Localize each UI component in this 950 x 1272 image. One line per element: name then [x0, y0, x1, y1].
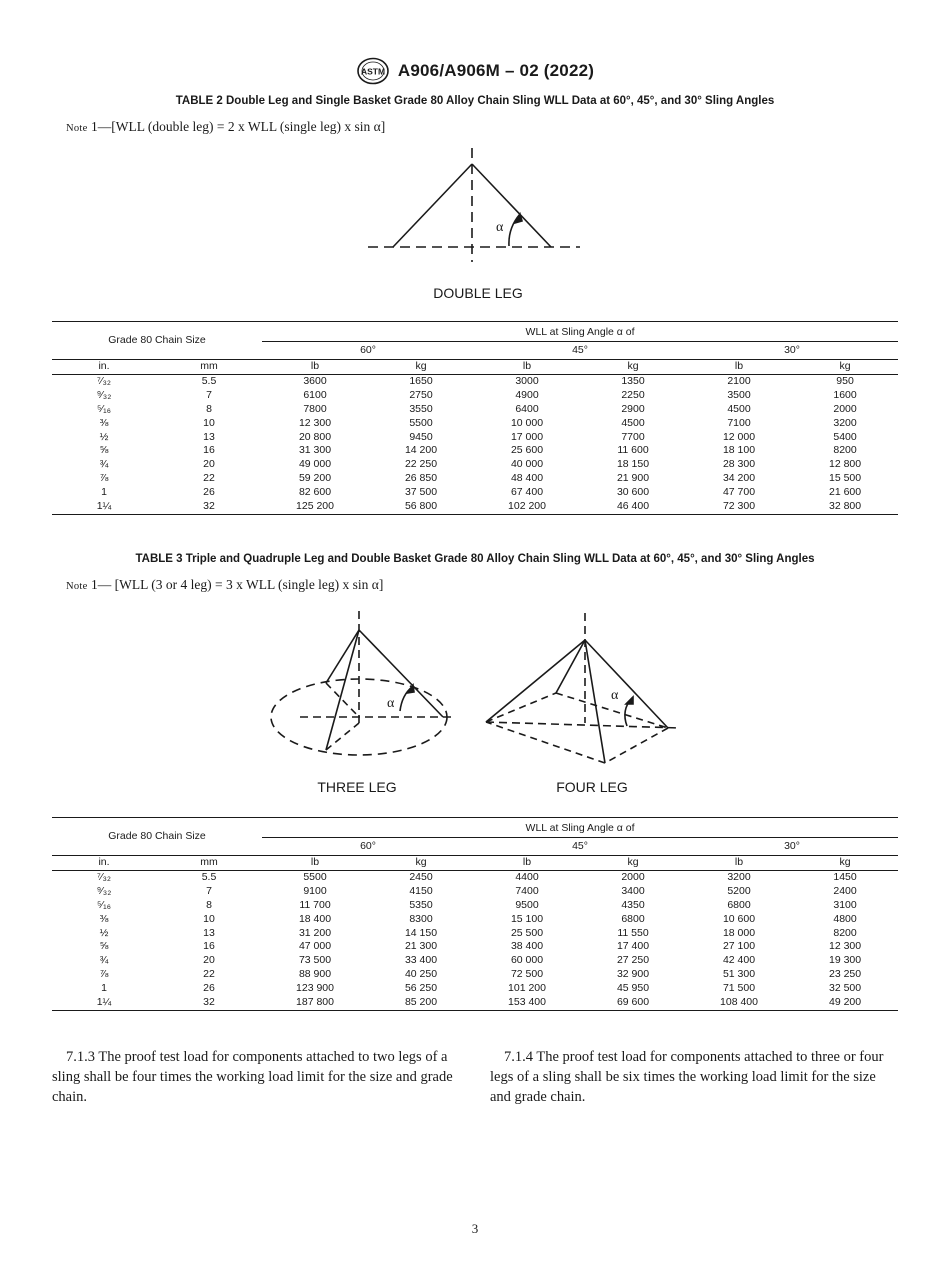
table-cell: 32 [156, 996, 262, 1010]
table-cell: 46 400 [580, 500, 686, 514]
units-row [52, 360, 898, 375]
table-cell: 2100 [727, 374, 751, 387]
paragraph-7-1-3: 7.1.3 The proof test load for components attached to two legs of a sling shall be four times the working load limit for the size and grade chain. [52, 1049, 453, 1105]
three-leg-leg-front [326, 630, 359, 750]
table-cell: ½ [99, 926, 109, 939]
right-leg [472, 164, 551, 247]
table2 [52, 321, 898, 515]
unit-header: lb [262, 360, 368, 375]
table-cell: 13 [203, 430, 215, 443]
unit-header: lb [474, 360, 580, 375]
table-cell: 5.5 [201, 374, 217, 387]
table-row [52, 927, 898, 941]
table-cell: 9450 [409, 430, 433, 443]
table-cell: 8200 [833, 444, 857, 457]
table-cell: 20 800 [298, 430, 332, 443]
table-row [52, 486, 898, 500]
table-cell: 7700 [621, 430, 645, 443]
table-cell: 1 [101, 486, 107, 499]
table-cell: 10 600 [722, 912, 756, 925]
table-cell: 56 250 [404, 982, 438, 995]
table-cell: 85 200 [368, 996, 474, 1010]
table-cell: 4400 [515, 870, 539, 883]
table-cell: 20 [203, 954, 215, 967]
table-cell: 7100 [727, 416, 751, 429]
table-cell: 32 800 [792, 500, 898, 514]
table2-note [66, 119, 385, 135]
table-cell: 71 500 [722, 982, 756, 995]
table-cell: 15 100 [510, 912, 544, 925]
table-cell: 23 250 [828, 968, 862, 981]
table-cell: 38 400 [510, 940, 544, 953]
four-leg-label: FOUR LEG [556, 779, 628, 795]
angle-30: 30° [686, 838, 898, 856]
table-row [52, 417, 898, 431]
multi-leg-diagram [260, 605, 700, 805]
unit-header: kg [368, 856, 474, 871]
table-cell: 37 500 [404, 486, 438, 499]
table-cell: 11 600 [617, 444, 649, 457]
table-row [52, 431, 898, 445]
table-row [52, 444, 898, 458]
unit-header: kg [580, 360, 686, 375]
four-leg-alpha: α [611, 688, 619, 703]
table-cell: 56 800 [368, 500, 474, 514]
table-cell: 4350 [621, 898, 645, 911]
table-row [52, 982, 898, 996]
table-cell: 25 500 [510, 926, 544, 939]
table-cell: 32 900 [616, 968, 650, 981]
table-cell: 9100 [303, 884, 327, 897]
angle-45: 45° [474, 838, 686, 856]
units-row [52, 856, 898, 871]
table-cell: 4150 [409, 884, 433, 897]
table-cell: 3600 [303, 374, 327, 387]
table2-body [52, 374, 898, 514]
alpha-label: α [496, 220, 504, 235]
table-cell: 26 850 [404, 472, 438, 485]
table-cell: 47 000 [298, 940, 332, 953]
table-cell: 7800 [303, 402, 327, 415]
table-cell: ⅝ [99, 444, 109, 457]
table-cell: 12 000 [722, 430, 756, 443]
three-leg-leg-back [326, 630, 359, 683]
table-cell: 31 300 [298, 444, 332, 457]
table-cell: ⅜ [99, 416, 109, 429]
table-cell: 48 400 [510, 472, 544, 485]
table-cell: ⁹⁄₃₂ [96, 388, 112, 401]
table-cell: ⁷⁄₃₂ [97, 870, 111, 883]
table-cell: 1350 [621, 374, 645, 387]
unit-header: kg [792, 856, 898, 871]
astm-logo [356, 57, 390, 85]
table-cell: ⅞ [99, 968, 109, 981]
table-cell: 5200 [727, 884, 751, 897]
table-cell: 11 550 [617, 926, 649, 939]
table-cell: 12 800 [828, 458, 862, 471]
table-cell: 40 250 [404, 968, 438, 981]
angle-header: WLL at Sling Angle α of [262, 818, 898, 838]
unit-header: in. [52, 360, 156, 375]
table-cell: 15 500 [828, 472, 862, 485]
table-cell: 18 000 [722, 926, 756, 939]
table-cell: ¾ [99, 954, 109, 967]
table-cell: ½ [99, 430, 109, 443]
three-leg-alpha: α [387, 696, 395, 711]
table-cell: 18 150 [616, 458, 650, 471]
table-cell: 51 300 [722, 968, 756, 981]
table2-note-text: 1—[WLL (double leg) = 2 x WLL (single leg) x sin α] [87, 119, 386, 134]
table-cell: 14 150 [404, 926, 438, 939]
unit-header: kg [580, 856, 686, 871]
size-header: Grade 80 Chain Size [52, 322, 262, 360]
table-cell: 4500 [727, 402, 751, 415]
table-cell: 123 900 [296, 982, 334, 995]
table-cell: 950 [836, 374, 854, 387]
table-cell: 6800 [727, 898, 751, 911]
four-leg-leg-left [486, 640, 585, 722]
angle-45: 45° [474, 342, 686, 360]
table-cell: 10 [203, 912, 215, 925]
table-cell: 7 [206, 884, 212, 897]
table-cell: 60 000 [510, 954, 544, 967]
table-cell: 3550 [409, 402, 433, 415]
table-cell: 3000 [515, 374, 539, 387]
table3-note-text: 1— [WLL (3 or 4 leg) = 3 x WLL (single leg) x sin α] [87, 577, 384, 592]
three-leg-label: THREE LEG [317, 779, 397, 795]
table-cell: 8 [206, 898, 212, 911]
table-cell: 27 250 [616, 954, 650, 967]
table-cell: 101 200 [508, 982, 546, 995]
table-cell: 18 400 [298, 912, 332, 925]
table-cell: 72 300 [686, 500, 792, 514]
table-cell: 45 950 [616, 982, 650, 995]
table-row [52, 940, 898, 954]
table-cell: 12 300 [298, 416, 332, 429]
table-row [52, 996, 898, 1010]
table-cell: 21 600 [828, 486, 862, 499]
table-cell: 4800 [833, 912, 857, 925]
table-cell: 4900 [515, 388, 539, 401]
table-cell: 17 400 [616, 940, 650, 953]
unit-header: lb [686, 360, 792, 375]
table-cell: ⁹⁄₃₂ [96, 884, 112, 897]
table-cell: 5500 [303, 870, 327, 883]
unit-header: in. [52, 856, 156, 871]
table-row [52, 885, 898, 899]
table-cell: 30 600 [616, 486, 650, 499]
table-cell: 73 500 [298, 954, 332, 967]
table-cell: 16 [203, 940, 215, 953]
table-cell: 3200 [727, 870, 751, 883]
table-cell: 22 [203, 968, 215, 981]
table-cell: 7400 [515, 884, 539, 897]
table-cell: 69 600 [580, 996, 686, 1010]
document-header [0, 57, 950, 85]
table-cell: 10 000 [510, 416, 544, 429]
table3-note-label: Note [66, 581, 88, 592]
angle-60: 60° [262, 838, 474, 856]
table-cell: 11 700 [299, 898, 331, 911]
table-cell: 12 300 [828, 940, 862, 953]
table-cell: 5500 [409, 416, 433, 429]
table-cell: 3400 [621, 884, 645, 897]
table-cell: 1650 [409, 374, 433, 387]
paragraph-7-1-4: 7.1.4 The proof test load for components attached to three or four legs of a sling shall be six times the working load limit for the size and grade chain. [490, 1049, 884, 1105]
table-cell: 125 200 [262, 500, 368, 514]
table-cell: ⅝ [99, 940, 109, 953]
table-cell: 102 200 [474, 500, 580, 514]
double-leg-diagram [360, 140, 590, 310]
table-cell: 8200 [833, 926, 857, 939]
table-cell: 3500 [727, 388, 751, 401]
table-row [52, 899, 898, 913]
table-cell: ¾ [99, 458, 109, 471]
table-cell: 34 200 [722, 472, 756, 485]
table-row [52, 374, 898, 388]
table-cell: 2900 [621, 402, 645, 415]
table-cell: 13 [203, 926, 215, 939]
unit-header: lb [686, 856, 792, 871]
table-cell: 1¼ [52, 996, 156, 1010]
table-row [52, 472, 898, 486]
table-cell: 47 700 [722, 486, 756, 499]
table-cell: 6100 [303, 388, 327, 401]
table-cell: 4500 [621, 416, 645, 429]
table3-body [52, 870, 898, 1010]
table-cell: 2450 [409, 870, 433, 883]
unit-header: kg [368, 360, 474, 375]
table-cell: 8300 [409, 912, 433, 925]
table3-caption: TABLE 3 Triple and Quadruple Leg and Double Basket Grade 80 Alloy Chain Sling WLL Data at 60°, 45°, and 30° Sling Angles [135, 553, 815, 565]
table-cell: ⁵⁄₁₆ [97, 898, 111, 911]
table-cell: 3100 [833, 898, 857, 911]
table-row [52, 913, 898, 927]
table-cell: 5350 [409, 898, 433, 911]
table-cell: 27 100 [722, 940, 756, 953]
angle-60: 60° [262, 342, 474, 360]
table-cell: 5.5 [201, 870, 217, 883]
table-cell: 26 [203, 486, 215, 499]
table-cell: 20 [203, 458, 215, 471]
logo-text: ASTM [360, 66, 385, 77]
table-cell: 22 [203, 472, 215, 485]
table-cell: 187 800 [262, 996, 368, 1010]
size-header: Grade 80 Chain Size [52, 818, 262, 856]
table-cell: ⁵⁄₁₆ [97, 402, 111, 415]
table-cell: 8 [206, 402, 212, 415]
table2-note-label: Note [66, 123, 88, 134]
left-leg [393, 164, 472, 247]
table-cell: 108 400 [686, 996, 792, 1010]
table-cell: 6400 [515, 402, 539, 415]
table-row [52, 968, 898, 982]
table-cell: 21 300 [404, 940, 438, 953]
table-cell: ⅜ [99, 912, 109, 925]
document-designation: A906/A906M – 02 (2022) [397, 61, 595, 80]
unit-header: mm [156, 360, 262, 375]
table-cell: 2750 [409, 388, 433, 401]
table-cell: 22 250 [404, 458, 438, 471]
table-cell: 32 500 [828, 982, 862, 995]
table-row [52, 500, 898, 514]
unit-header: mm [156, 856, 262, 871]
table-cell: 1¼ [52, 500, 156, 514]
table-cell: 25 600 [510, 444, 544, 457]
table-cell: ⁷⁄₃₂ [97, 374, 111, 387]
table-cell: 9500 [515, 898, 539, 911]
table-cell: 19 300 [828, 954, 862, 967]
table3-note [66, 577, 383, 593]
table-cell: 6800 [621, 912, 645, 925]
table-cell: 1450 [833, 870, 857, 883]
table-cell: 1600 [833, 388, 857, 401]
four-leg-leg-back [556, 640, 585, 693]
table-cell: 14 200 [404, 444, 438, 457]
table-cell: 5400 [833, 430, 857, 443]
table-cell: 33 400 [404, 954, 438, 967]
table-cell: 49 000 [298, 458, 332, 471]
angle-header: WLL at Sling Angle α of [262, 322, 898, 342]
table-cell: 72 500 [510, 968, 544, 981]
table-cell: 7 [206, 388, 212, 401]
page-number: 3 [471, 1221, 479, 1236]
table-cell: 153 400 [474, 996, 580, 1010]
table-cell: 32 [156, 500, 262, 514]
table-cell: 88 900 [298, 968, 332, 981]
table-cell: 59 200 [298, 472, 332, 485]
table-row [52, 954, 898, 968]
table-cell: 40 000 [510, 458, 544, 471]
unit-header: lb [474, 856, 580, 871]
table-cell: 2250 [621, 388, 645, 401]
table-cell: ⅞ [99, 472, 109, 485]
double-leg-label: DOUBLE LEG [433, 285, 523, 301]
table-cell: 18 100 [722, 444, 756, 457]
table-cell: 2000 [621, 870, 645, 883]
table-cell: 67 400 [510, 486, 544, 499]
table-cell: 2000 [833, 402, 857, 415]
angle-30: 30° [686, 342, 898, 360]
table-cell: 26 [203, 982, 215, 995]
table-row [52, 403, 898, 417]
table-cell: 2400 [833, 884, 857, 897]
table-cell: 21 900 [616, 472, 650, 485]
table-row [52, 870, 898, 884]
table3 [52, 817, 898, 1011]
table-cell: 28 300 [722, 458, 756, 471]
table-cell: 16 [203, 444, 215, 457]
table-row [52, 389, 898, 403]
unit-header: kg [792, 360, 898, 375]
table-row [52, 458, 898, 472]
table-cell: 31 200 [298, 926, 332, 939]
table-cell: 10 [203, 416, 215, 429]
unit-header: lb [262, 856, 368, 871]
table-cell: 3200 [833, 416, 857, 429]
table-cell: 82 600 [298, 486, 332, 499]
table-cell: 1 [101, 982, 107, 995]
table2-caption: TABLE 2 Double Leg and Single Basket Grade 80 Alloy Chain Sling WLL Data at 60°, 45°, and 30° Sling Angles [175, 95, 775, 107]
table-cell: 17 000 [510, 430, 544, 443]
table-cell: 42 400 [722, 954, 756, 967]
table-cell: 49 200 [792, 996, 898, 1010]
